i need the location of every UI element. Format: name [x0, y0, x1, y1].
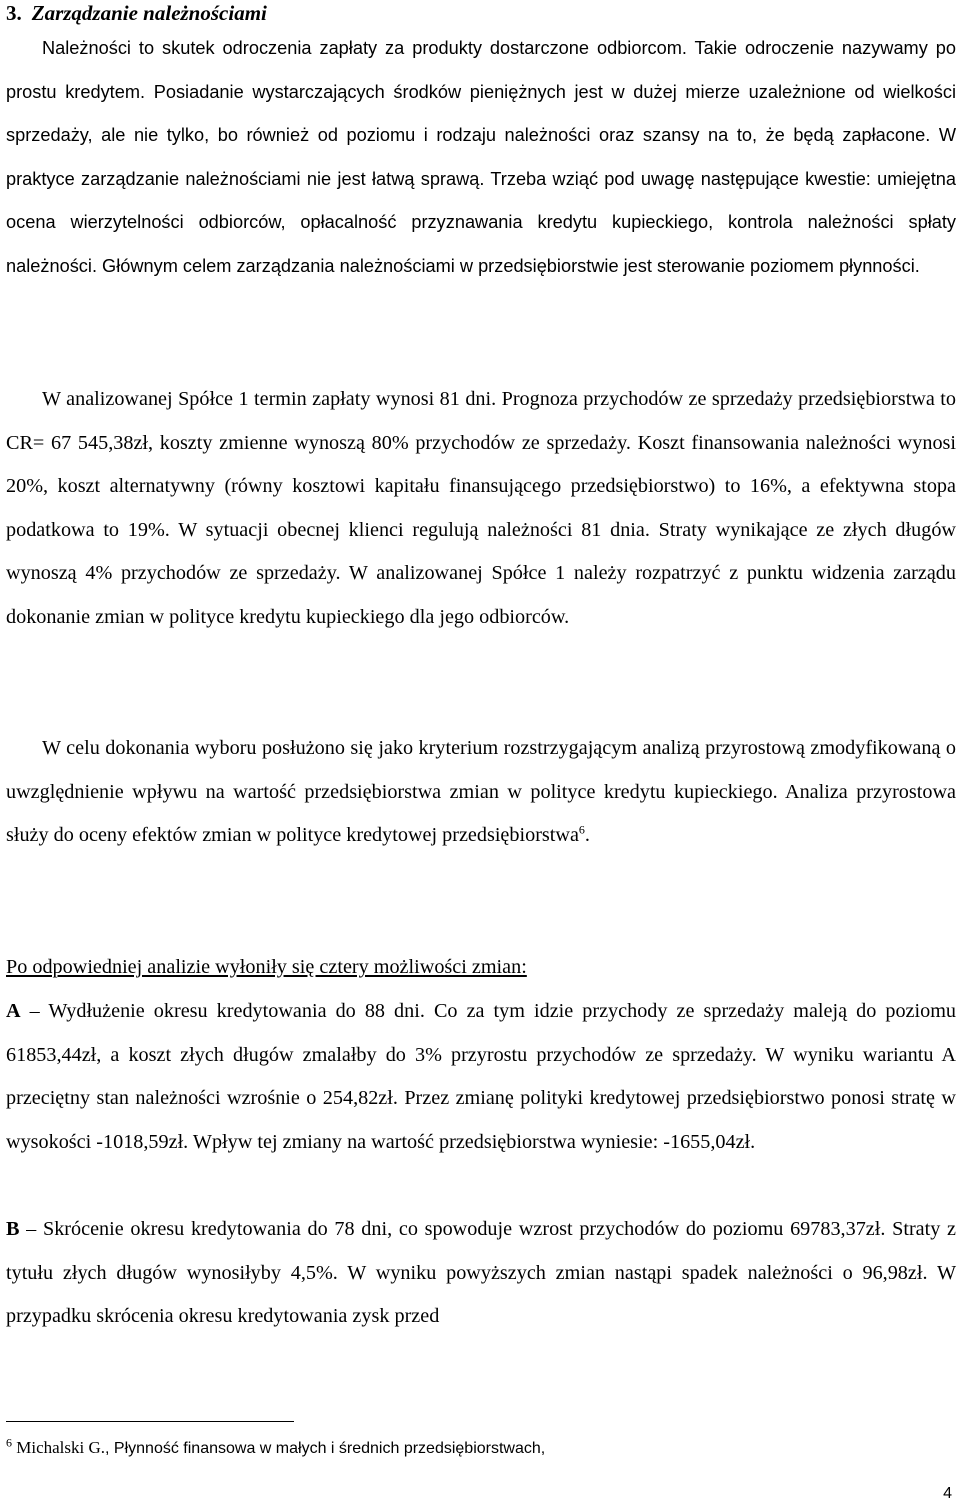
paragraph-method-text: W celu dokonania wyboru posłużono się jako kryterium rozstrzygającym analizą przyrostową zmodyfikowaną o uwzględnienie wpływu na wartość przedsiębiorstwa zmian w polityce kredytu kupieckiego. Analiza przyrostowa służy do oceny efektów zmian w polityce kredytowej przedsiębiorstwa — [6, 737, 956, 847]
section-title: Zarządzanie należnościami — [31, 1, 267, 25]
paragraph-company-data: W analizowanej Spółce 1 termin zapłaty wynosi 81 dni. Prognoza przychodów ze sprzedaży przedsiębiorstwa to CR= 67 545,38zł, koszty zmienne wynoszą 80% przychodów ze sprzedaży. Koszt finansowania należności wynosi 20%, koszt alternatywny (równy kosztowi kapitału finansującego przedsiębiorstwo) to 16%, a efektywna stopa podatkowa to 19%. W sytuacji obecnej klienci regulują należności 81 dnia. Straty wynikające ze złych długów wynoszą 4% przychodów ze sprzedaży. W analizowanej Spółce 1 należy rozpatrzyć z punktu widzenia zarządu dokonanie zmian w polityce kredytu kupieckiego dla jego odbiorców. — [6, 388, 956, 628]
options-intro-text: Po odpowiedniej analizie wyłoniły się cztery możliwości zmian: — [6, 956, 527, 978]
option-a-text: – Wydłużenie okresu kredytowania do 88 dni. Co za tym idzie przychody ze sprzedaży maleją do poziomu 61853,44zł, a koszt złych długów zmalałby do 3% przyrostu przychodów ze sprzedaży. W wyniku wariantu A przeciętny stan należności wzrośnie o 254,82zł. Przez zmianę polityki kredytowej przedsiębiorstwo ponosi stratę w wysokości -1018,59zł. Wpływ tej zmiany na wartość przedsiębiorstwa wyniesie: -1655,04zł. — [6, 1000, 956, 1153]
option-b — [6, 1208, 956, 1339]
footnote-number: 6 — [6, 1435, 12, 1450]
footnote — [6, 1436, 545, 1461]
paragraph-intro: Należności to skutek odroczenia zapłaty za produkty dostarczone odbiorcom. Takie odroczenie nazywamy po prostu kredytem. Posiadanie wystarczających środków pieniężnych jest w dużej mierze uzależnione od wielkości sprzedaży, ale nie tylko, bo również od poziomu i rodzaju należności oraz szansy na to, że będą zapłacone. W praktyce zarządzanie należnościami nie jest łatwą sprawą. Trzeba wziąć pod uwagę następujące kwestie: umiejętna ocena wierzytelności odbiorców, opłacalność przyznawania kredytu kupieckiego, kontrola należności spłaty należności. Głównym celem zarządzania należnościami w przedsiębiorstwie jest sterowanie poziomem płynności. — [6, 38, 956, 276]
footnote-reference: 6 — [578, 822, 585, 837]
option-a — [6, 990, 956, 1164]
option-a-letter: A — [6, 1000, 21, 1022]
option-b-text: – Skrócenie okresu kredytowania do 78 dni, co spowoduje wzrost przychodów do poziomu 69783,37zł. Straty z tytułu złych długów wynosiłyby 4,5%. W wyniku powyższych zmian nastąpi spadek należności o 96,98zł. W przypadku skrócenia okresu kredytowania zysk przed — [6, 1218, 956, 1328]
footnote-separator — [6, 1421, 294, 1422]
paragraph-method — [6, 727, 956, 858]
footnote-title: , Płynność finansowa w małych i średnich przedsiębiorstwach, — [105, 1440, 546, 1457]
footnote-author: Michalski G. — [12, 1438, 106, 1457]
section-number: 3. — [6, 1, 22, 25]
page-number: 4 — [943, 1485, 952, 1502]
option-b-letter: B — [6, 1218, 20, 1240]
paragraph-method-end: . — [584, 824, 590, 847]
options-intro — [6, 946, 956, 990]
section-heading — [6, 0, 267, 26]
